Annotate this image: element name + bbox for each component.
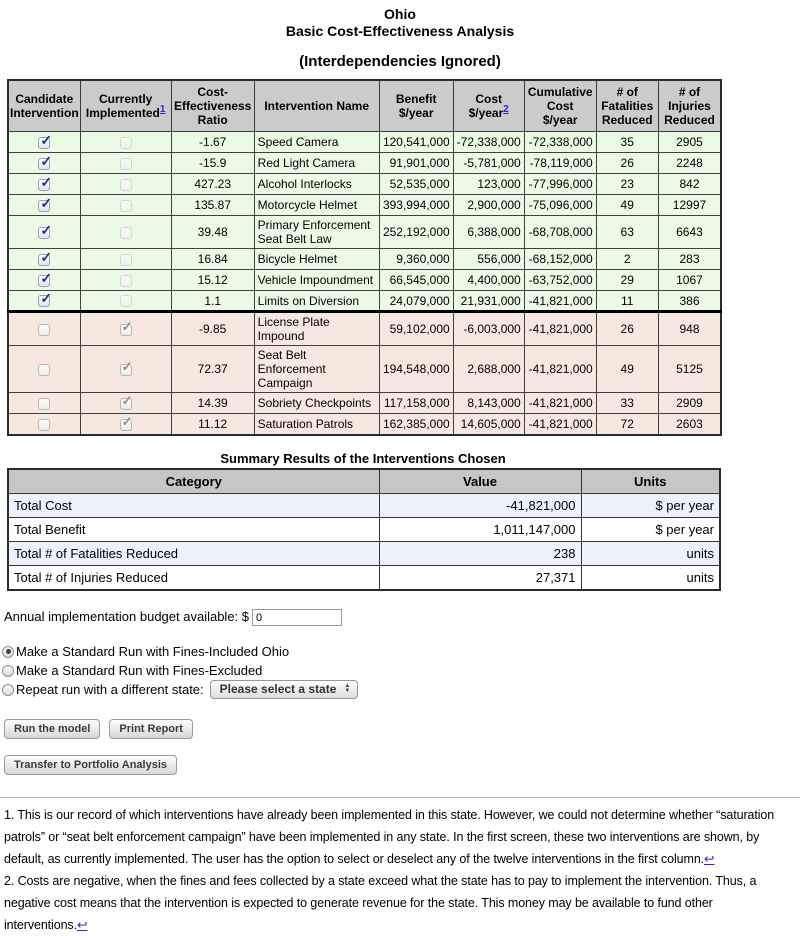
benefit-cell: 91,901,000: [379, 153, 453, 174]
implemented-checkbox[interactable]: [120, 179, 132, 191]
intervention-row: [8, 153, 721, 174]
intervention-row: [8, 291, 721, 312]
column-header-4: Benefit $/year: [379, 80, 453, 132]
intervention-row: [8, 132, 721, 153]
cumulative-cost-cell: -41,821,000: [524, 393, 596, 414]
budget-input[interactable]: [252, 609, 342, 626]
implemented-checkbox-cell: [80, 346, 171, 393]
benefit-cell: 120,541,000: [379, 132, 453, 153]
implemented-checkbox[interactable]: [120, 364, 132, 376]
radio-label-0: Make a Standard Run with Fines-Included Ohio: [16, 644, 290, 659]
summary-category-cell: Total # of Injuries Reduced: [8, 565, 379, 590]
intervention-name-cell: Sobriety Checkpoints: [254, 393, 379, 414]
interventions-header-row: [8, 80, 721, 132]
radio-row-2: [2, 680, 800, 699]
summary-title: Summary Results of the Interventions Chosen: [220, 450, 506, 466]
ratio-cell: -9.85: [171, 312, 254, 346]
column-header-8: # of Injuries Reduced: [658, 80, 721, 132]
implemented-checkbox[interactable]: [120, 254, 132, 266]
cost-cell: -6,003,000: [453, 312, 524, 346]
footnotes: [4, 804, 796, 936]
implemented-checkbox-cell: [80, 414, 171, 435]
run-model-button[interactable]: Run the model: [4, 719, 100, 739]
benefit-cell: 252,192,000: [379, 216, 453, 249]
candidate-checkbox[interactable]: [38, 275, 50, 287]
injuries-cell: 283: [658, 249, 721, 270]
candidate-checkbox-cell: [8, 291, 80, 312]
candidate-checkbox[interactable]: [38, 137, 50, 149]
intervention-row: [8, 270, 721, 291]
ratio-cell: 11.12: [171, 414, 254, 435]
implemented-checkbox[interactable]: [120, 295, 132, 307]
cost-cell: 2,900,000: [453, 195, 524, 216]
fatalities-cell: 26: [596, 312, 658, 346]
footnotes-divider: [0, 797, 800, 798]
candidate-checkbox-cell: [8, 216, 80, 249]
implemented-checkbox-cell: [80, 291, 171, 312]
cost-cell: 123,000: [453, 174, 524, 195]
summary-header-row: [8, 469, 720, 494]
benefit-cell: 66,545,000: [379, 270, 453, 291]
column-header-1: Currently Implemented$^1$: [80, 80, 171, 132]
implemented-checkbox[interactable]: [120, 324, 132, 336]
candidate-checkbox-cell: [8, 393, 80, 414]
intervention-name-cell: Bicycle Helmet: [254, 249, 379, 270]
cumulative-cost-cell: -41,821,000: [524, 312, 596, 346]
cost-cell: 556,000: [453, 249, 524, 270]
cost-cell: -5,781,000: [453, 153, 524, 174]
column-header-3: Intervention Name: [254, 80, 379, 132]
benefit-cell: 393,994,000: [379, 195, 453, 216]
injuries-cell: 842: [658, 174, 721, 195]
cumulative-cost-cell: -41,821,000: [524, 414, 596, 435]
intervention-name-cell: Motorcycle Helmet: [254, 195, 379, 216]
benefit-cell: 52,535,000: [379, 174, 453, 195]
summary-header-category: Category: [8, 469, 379, 494]
column-header-0: Candidate Intervention: [8, 80, 80, 132]
fatalities-cell: 63: [596, 216, 658, 249]
summary-units-cell: units: [581, 565, 720, 590]
cost-cell: 8,143,000: [453, 393, 524, 414]
cumulative-cost-cell: -41,821,000: [524, 346, 596, 393]
cumulative-cost-cell: -63,752,000: [524, 270, 596, 291]
state-select[interactable]: [210, 680, 359, 699]
fatalities-cell: 26: [596, 153, 658, 174]
cost-cell: 21,931,000: [453, 291, 524, 312]
implemented-checkbox[interactable]: [120, 398, 132, 410]
intervention-name-cell: Vehicle Impoundment: [254, 270, 379, 291]
implemented-checkbox-cell: [80, 132, 171, 153]
cost-cell: 14,605,000: [453, 414, 524, 435]
candidate-checkbox-cell: [8, 249, 80, 270]
implemented-checkbox-cell: [80, 174, 171, 195]
benefit-cell: 117,158,000: [379, 393, 453, 414]
candidate-checkbox[interactable]: [38, 324, 50, 336]
fatalities-cell: 23: [596, 174, 658, 195]
page-title-state: Ohio: [384, 6, 416, 22]
ratio-cell: 135.87: [171, 195, 254, 216]
primary-buttons-row: [4, 719, 800, 739]
ratio-cell: 39.48: [171, 216, 254, 249]
page-title-sub: (Interdependencies Ignored): [299, 53, 501, 70]
ratio-cell: 15.12: [171, 270, 254, 291]
candidate-checkbox[interactable]: [38, 254, 50, 266]
implemented-checkbox-cell: [80, 393, 171, 414]
injuries-cell: 2909: [658, 393, 721, 414]
footnote-1-link[interactable]: 1: [159, 104, 166, 115]
implemented-checkbox[interactable]: [120, 227, 132, 239]
column-header-7: # of Fatalities Reduced: [596, 80, 658, 132]
injuries-cell: 948: [658, 312, 721, 346]
ratio-cell: 14.39: [171, 393, 254, 414]
fatalities-cell: 49: [596, 195, 658, 216]
print-report-button[interactable]: Print Report: [109, 719, 193, 739]
intervention-name-cell: Limits on Diversion: [254, 291, 379, 312]
candidate-checkbox[interactable]: [38, 158, 50, 170]
summary-category-cell: Total # of Fatalities Reduced: [8, 541, 379, 565]
candidate-checkbox-cell: [8, 174, 80, 195]
summary-units-cell: units: [581, 541, 720, 565]
intervention-name-cell: Seat Belt Enforcement Campaign: [254, 346, 379, 393]
cumulative-cost-cell: -77,996,000: [524, 174, 596, 195]
candidate-checkbox-cell: [8, 414, 80, 435]
summary-units-cell: $ per year: [581, 517, 720, 541]
implemented-checkbox[interactable]: [120, 200, 132, 212]
benefit-cell: 59,102,000: [379, 312, 453, 346]
budget-label: Annual implementation budget available: $: [4, 608, 250, 624]
footnote-2-link[interactable]: 2: [503, 104, 509, 115]
ratio-cell: -1.67: [171, 132, 254, 153]
candidate-checkbox[interactable]: [38, 179, 50, 191]
implemented-checkbox[interactable]: [120, 419, 132, 431]
injuries-cell: 386: [658, 291, 721, 312]
implemented-checkbox[interactable]: [120, 275, 132, 287]
intervention-row: [8, 216, 721, 249]
injuries-cell: 2248: [658, 153, 721, 174]
implemented-checkbox-cell: [80, 249, 171, 270]
implemented-checkbox-cell: [80, 153, 171, 174]
candidate-checkbox[interactable]: [38, 227, 50, 239]
intervention-name-cell: Red Light Camera: [254, 153, 379, 174]
fatalities-cell: 11: [596, 291, 658, 312]
state-select-value: Please select a state: [219, 682, 337, 696]
intervention-name-cell: Alcohol Interlocks: [254, 174, 379, 195]
cumulative-cost-cell: -72,338,000: [524, 132, 596, 153]
column-header-5: Cost $/year$^2$: [453, 80, 524, 132]
cumulative-cost-cell: -68,708,000: [524, 216, 596, 249]
candidate-checkbox[interactable]: [38, 364, 50, 376]
summary-table: [7, 468, 721, 591]
implemented-checkbox-cell: [80, 270, 171, 291]
page-title-block: [0, 6, 800, 70]
intervention-row: [8, 312, 721, 346]
cost-cell: 6,388,000: [453, 216, 524, 249]
run-mode-radio-2[interactable]: [2, 684, 14, 696]
cumulative-cost-cell: -75,096,000: [524, 195, 596, 216]
benefit-cell: 9,360,000: [379, 249, 453, 270]
summary-value-cell: -41,821,000: [379, 493, 581, 517]
radio-row-1: [2, 661, 800, 680]
radio-label-1: Make a Standard Run with Fines-Excluded: [16, 663, 263, 678]
transfer-button-row: [4, 755, 800, 775]
run-mode-radio-0[interactable]: [2, 646, 14, 658]
candidate-checkbox[interactable]: [38, 200, 50, 212]
candidate-checkbox-cell: [8, 346, 80, 393]
summary-category-cell: Total Benefit: [8, 517, 379, 541]
injuries-cell: 1067: [658, 270, 721, 291]
candidate-checkbox[interactable]: [38, 419, 50, 431]
benefit-cell: 194,548,000: [379, 346, 453, 393]
implemented-checkbox[interactable]: [120, 158, 132, 170]
candidate-checkbox[interactable]: [38, 398, 50, 410]
intervention-name-cell: Speed Camera: [254, 132, 379, 153]
ratio-cell: 427.23: [171, 174, 254, 195]
ratio-cell: 72.37: [171, 346, 254, 393]
radio-row-0: [2, 642, 800, 661]
ratio-cell: -15.9: [171, 153, 254, 174]
intervention-row: [8, 174, 721, 195]
injuries-cell: 2603: [658, 414, 721, 435]
footnote-return-link-2[interactable]: ↩: [76, 918, 88, 932]
run-mode-radios: [2, 642, 800, 699]
injuries-cell: 12997: [658, 195, 721, 216]
fatalities-cell: 33: [596, 393, 658, 414]
cumulative-cost-cell: -41,821,000: [524, 291, 596, 312]
injuries-cell: 6643: [658, 216, 721, 249]
transfer-portfolio-button[interactable]: Transfer to Portfolio Analysis: [4, 755, 177, 775]
fatalities-cell: 49: [596, 346, 658, 393]
candidate-checkbox-cell: [8, 153, 80, 174]
budget-row: [4, 609, 800, 627]
intervention-name-cell: Saturation Patrols: [254, 414, 379, 435]
cost-cell: 2,688,000: [453, 346, 524, 393]
candidate-checkbox-cell: [8, 132, 80, 153]
summary-value-cell: 27,371: [379, 565, 581, 590]
summary-row: [8, 517, 720, 541]
summary-row: [8, 541, 720, 565]
footnote-2: 2. Costs are negative, when the fines and fees collected by a state exceed what the state has to pay to implement the intervention. Thus, a negative cost means that the intervention is expected to generate revenue for the state. This money may be available to fund other interventions.↩: [4, 874, 757, 932]
injuries-cell: 5125: [658, 346, 721, 393]
cumulative-cost-cell: -78,119,000: [524, 153, 596, 174]
column-header-6: Cumulative Cost $/year: [524, 80, 596, 132]
cost-cell: 4,400,000: [453, 270, 524, 291]
intervention-row: [8, 414, 721, 435]
fatalities-cell: 35: [596, 132, 658, 153]
intervention-name-cell: License Plate Impound: [254, 312, 379, 346]
implemented-checkbox-cell: [80, 312, 171, 346]
implemented-checkbox-cell: [80, 216, 171, 249]
candidate-checkbox-cell: [8, 270, 80, 291]
summary-category-cell: Total Cost: [8, 493, 379, 517]
interventions-table: [7, 79, 722, 436]
intervention-row: [8, 393, 721, 414]
fatalities-cell: 72: [596, 414, 658, 435]
injuries-cell: 2905: [658, 132, 721, 153]
intervention-row: [8, 346, 721, 393]
summary-row: [8, 565, 720, 590]
run-mode-radio-1[interactable]: [2, 665, 14, 677]
intervention-row: [8, 249, 721, 270]
footnote-1: 1. This is our record of which interventions have already been implemented in this state. However, we could not determine whether “saturation patrols” or “seat belt enforcement campaign” have been implemented in any state. In the first screen, these two interventions are shown, by default, as currently implemented. The user has the option to select or deselect any of the twelve interventions in the first column.↩: [4, 808, 775, 866]
benefit-cell: 24,079,000: [379, 291, 453, 312]
candidate-checkbox-cell: [8, 312, 80, 346]
page-title-main: Basic Cost-Effectiveness Analysis: [285, 23, 515, 39]
summary-value-cell: 1,011,147,000: [379, 517, 581, 541]
fatalities-cell: 2: [596, 249, 658, 270]
summary-value-cell: 238: [379, 541, 581, 565]
fatalities-cell: 29: [596, 270, 658, 291]
cumulative-cost-cell: -68,152,000: [524, 249, 596, 270]
implemented-checkbox-cell: [80, 195, 171, 216]
summary-row: [8, 493, 720, 517]
radio-label-2: Repeat run with a different state:: [16, 682, 204, 697]
cost-cell: -72,338,000: [453, 132, 524, 153]
candidate-checkbox[interactable]: [38, 295, 50, 307]
footnote-return-link-1[interactable]: ↩: [704, 852, 715, 866]
summary-header-value: Value: [379, 469, 581, 494]
summary-header-units: Units: [581, 469, 720, 494]
ratio-cell: 1.1: [171, 291, 254, 312]
implemented-checkbox[interactable]: [120, 137, 132, 149]
intervention-row: [8, 195, 721, 216]
ratio-cell: 16.84: [171, 249, 254, 270]
column-header-2: Cost- Effectiveness Ratio: [171, 80, 254, 132]
select-updown-arrows-icon: ▲ ▼: [344, 683, 351, 694]
intervention-name-cell: Primary Enforcement Seat Belt Law: [254, 216, 379, 249]
candidate-checkbox-cell: [8, 195, 80, 216]
summary-units-cell: $ per year: [581, 493, 720, 517]
benefit-cell: 162,385,000: [379, 414, 453, 435]
